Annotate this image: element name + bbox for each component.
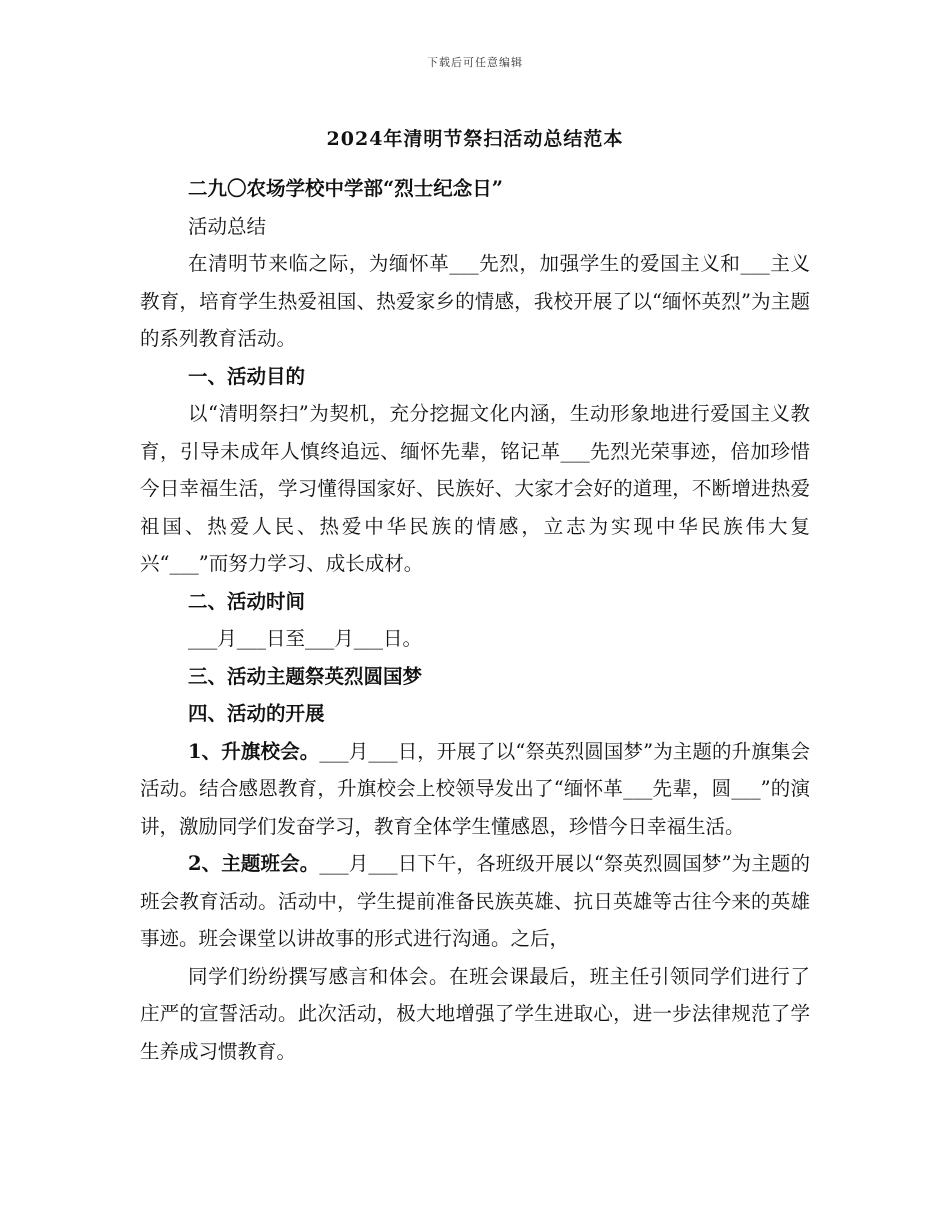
item-2-paragraph [140,845,810,958]
purpose-paragraph: 以“清明祭扫”为契机，充分挖掘文化内涵，生动形象地进行爱国主义教育，引导未成年人慎终追远、缅怀先辈，铭记革___先烈光荣事迹，倍加珍惜今日幸福生活，学习懂得国家好、民族好、大家才会好的道理，不断增进热爱祖国、热爱人民、热爱中华民族的情感，立志为实现中华民族伟大复兴“___”而努力学习、成长成材。 [140,402,810,575]
subtitle-2: 活动总结 [188,214,267,238]
document-title: 2024年清明节祭扫活动总结范本 [326,128,624,150]
item-2-text: ___月___日下午，各班级开展以“祭英烈圆国梦”为主题的班会教育活动。活动中，学生提前准备民族英雄、抗日英雄等古往今来的英雄事迹。班会课堂以讲故事的形式进行沟通。之后， [140,852,810,950]
document-body [140,170,810,1070]
item-1-paragraph [140,733,810,846]
item-2-continuation: 同学们纷纷撰写感言和体会。在班会课最后，班主任引领同学们进行了庄严的宣誓活动。此次活动，极大地增强了学生进取心，进一步法律规范了学生养成习惯教育。 [140,964,810,1063]
header-note: 下载后可任意编辑 [427,56,523,69]
development-heading: 四、活动的开展 [188,702,325,725]
item-1-text: ___月___日，开展了以“祭英烈圆国梦”为主题的升旗集会活动。结合感恩教育，升旗校会上校领导发出了“缅怀革___先辈，圆___”的演讲，激励同学们发奋学习，教育全体学生懂感恩，珍惜今日幸福生活。 [140,739,810,838]
theme-heading: 三、活动主题祭英烈圆国梦 [188,664,423,688]
subtitle: 二九〇农场学校中学部“烈士纪念日” [188,177,503,200]
time-paragraph: ___月___日至___月___日。 [188,627,423,650]
time-heading: 二、活动时间 [188,589,306,613]
intro-paragraph: 在清明节来临之际，为缅怀革___先烈，加强学生的爱国主义和___主义教育，培育学生热爱祖国、热爱家乡的情感，我校开展了以“缅怀英烈”为主题的系列教育活动。 [140,252,810,350]
item-2-label: 2、主题班会。 [188,852,320,875]
item-1-label: 1、升旗校会。 [188,739,320,763]
purpose-heading: 一、活动目的 [188,364,306,388]
